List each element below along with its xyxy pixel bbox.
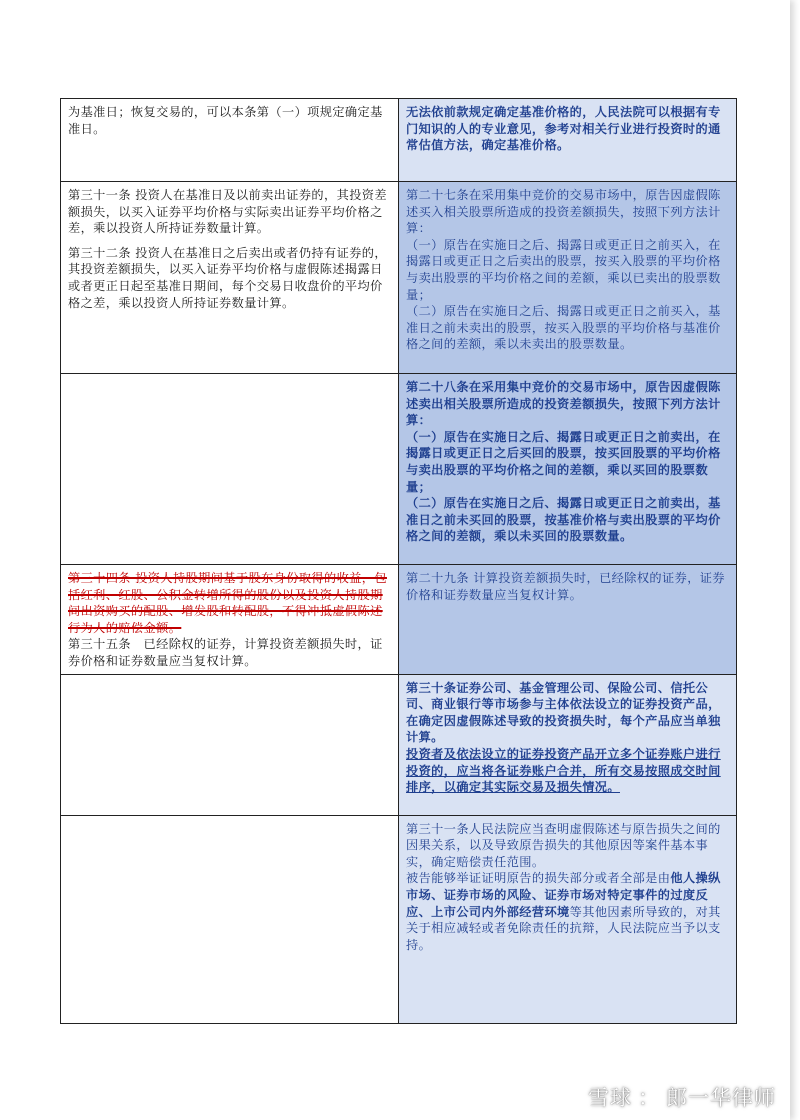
new-rule-cell xyxy=(399,99,737,182)
new-rule-cell xyxy=(399,674,737,815)
highlighted-factors-text: 他人操纵市场、证券市场的风险、证券市场对特定事件的过度反应、上市公司内外部经营环境 xyxy=(406,871,721,919)
new-rule-text: 第三十一条人民法院应当查明虚假陈述与原告损失之间的因果关系，以及导致原告损失的其他原因等案件基本事实，确定赔偿责任范围。 xyxy=(406,821,721,869)
new-rule-text: （一）原告在实施日之后、揭露日或更正日之前买入，在揭露日或更正日之后卖出的股票，按买入股票的平均价格与卖出股票的平均价格之间的差额，乘以已卖出的股票数量； xyxy=(406,237,721,302)
new-rule-text: （二）原告在实施日之后、揭露日或更正日之前买入，基准日之前未卖出的股票，按买入股票的平均价格与基准价格之间的差额，乘以未卖出的股票数量。 xyxy=(406,304,721,352)
new-rule-cell xyxy=(399,815,737,1023)
new-rule-text: 投资者及依法设立的证券投资产品开立多个证券账户进行投资的，应当将各证券账户合并，所有交易按照成交时间排序，以确定其实际交易及损失情况。 xyxy=(406,746,721,795)
comparison-table xyxy=(60,98,737,1024)
old-rule-cell-empty xyxy=(61,674,399,815)
new-rule-text: 第三十条证券公司、基金管理公司、保险公司、信托公司、商业银行等市场参与主体依法设立的证券投资产品，在确定因虚假陈述导致的投资损失时，每个产品应当单独计算。 xyxy=(406,680,721,745)
new-rule-text xyxy=(406,870,729,953)
deleted-rule-text: 第三十四条 投资人持股期间基于股东身份取得的收益，包括红利、红股、公积金转增所得的股份以及投资人持股期间出资购买的配股、增发股和转配股，不得冲抵虚假陈述行为人的赔偿金额。 xyxy=(68,571,387,635)
watermark-author: 郎一华律师 xyxy=(666,1086,776,1110)
watermark-site: 雪球 xyxy=(588,1086,632,1110)
old-rule-cell xyxy=(61,565,399,675)
new-rule-cell xyxy=(399,182,737,374)
old-rule-text: 第三十二条 投资人在基准日之后卖出或者仍持有证券的，其投资差额损失，以买入证券平均价格与虚假陈述揭露日或者更正日起至基准日期间，每个交易日收盘价的平均价格之差，乘以投资人所持证券数量计算。 xyxy=(68,245,387,310)
table-row xyxy=(61,815,737,1023)
new-rule-text: 第二十八条在采用集中竞价的交易市场中，原告因虚假陈述卖出相关股票所造成的投资差额损失，按照下列方法计算： xyxy=(406,380,721,428)
new-rule-text-part: 等其他因素所导致的，对其关于相应减轻或者免除责任的抗辩，人民法院应当予以支持。 xyxy=(406,904,721,952)
old-rule-text: 为基准日；恢复交易的，可以本条第（一）项规定确定基准日。 xyxy=(68,105,383,136)
table-row xyxy=(61,374,737,565)
table-row xyxy=(61,565,737,675)
new-rule-text: （一）原告在实施日之后、揭露日或更正日之前卖出，在揭露日或更正日之后买回的股票，按买回股票的平均价格与卖出股票的平均价格之间的差额，乘以买回的股票数量； xyxy=(406,429,721,494)
table-row xyxy=(61,674,737,815)
new-rule-text: （二）原告在实施日之后、揭露日或更正日之前卖出，基准日之前未买回的股票，按基准价格与卖出股票的平均价格之间的差额，乘以未买回的股票数量。 xyxy=(406,496,721,544)
table-row xyxy=(61,99,737,182)
old-rule-cell-empty xyxy=(61,815,399,1023)
watermark-separator: ： xyxy=(638,1086,660,1110)
old-rule-cell xyxy=(61,182,399,374)
new-rule-text: 第二十七条在采用集中竞价的交易市场中，原告因虚假陈述买入相关股票所造成的投资差额损失，按照下列方法计算： xyxy=(406,188,721,236)
new-rule-text: 第二十九条 计算投资差额损失时，已经除权的证券，证券价格和证券数量应当复权计算。 xyxy=(406,571,725,602)
old-rule-cell xyxy=(61,99,399,182)
new-rule-text-part: 被告能够举证证明原告的损失部分或者全部是由 xyxy=(406,871,671,886)
new-rule-cell xyxy=(399,565,737,675)
snowball-icon xyxy=(552,1082,582,1112)
new-rule-cell xyxy=(399,374,737,565)
new-rule-text: 无法依前款规定确定基准价格的，人民法院可以根据有专门知识的人的专业意见，参考对相关行业进行投资时的通常估值方法，确定基准价格。 xyxy=(406,105,721,153)
old-rule-cell-empty xyxy=(61,374,399,565)
watermark xyxy=(552,1082,776,1112)
old-rule-text: 第三十五条 已经除权的证券，计算投资差额损失时，证券价格和证券数量应当复权计算。 xyxy=(68,637,383,668)
table-row xyxy=(61,182,737,374)
old-rule-text: 第三十一条 投资人在基准日及以前卖出证券的，其投资差额损失，以买入证券平均价格与实际卖出证券平均价格之差，乘以投资人所持证券数量计算。 xyxy=(68,188,387,236)
